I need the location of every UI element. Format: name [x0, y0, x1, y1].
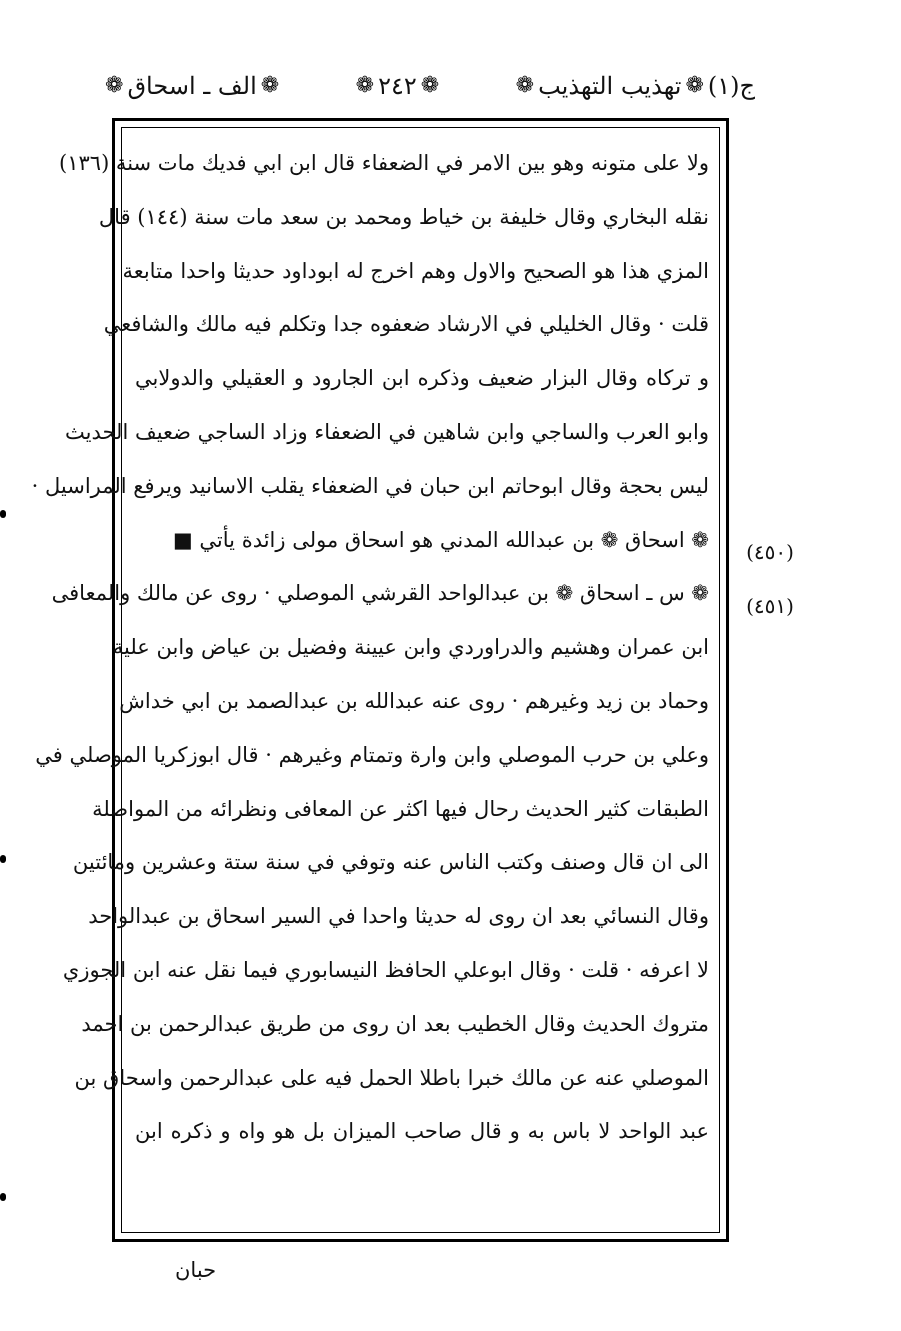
- text-line: وقال النسائي بعد ان روى له حديثا واحدا في السير اسحاق بن عبدالواحد: [88, 904, 709, 929]
- page-header: [105, 58, 755, 114]
- header-volume-group: [516, 72, 755, 100]
- text-line: نقله البخاري وقال خليفة بن خياط ومحمد بن سعد مات سنة (١٤٤) قال: [98, 204, 709, 229]
- section-title: الف ـ اسحاق: [127, 72, 257, 100]
- entry-heading-line: ❁ س ـ اسحاق ❁ بن عبدالواحد القرشي الموصلي · روى عن مالك والمعافى: [51, 581, 709, 606]
- text-line: ليس بحجة وقال ابوحاتم ابن حبان في الضعفاء يقلب الاسانيد ويرفع المراسيل ·: [31, 473, 709, 498]
- volume-label: ج(١): [707, 72, 755, 100]
- ornament-icon: ❁: [260, 73, 280, 98]
- text-line: قلت · وقال الخليلي في الارشاد ضعفوه جدا وتكلم فيه مالك والشافعي: [103, 312, 709, 337]
- header-page-group: [356, 72, 440, 100]
- entry-number: (٤٥٠): [746, 540, 794, 564]
- text-line: المزي هذا هو الصحيح والاول وهم اخرج له ابوداود حديثا واحدا متابعة: [122, 258, 709, 283]
- text-line: وابو العرب والساجي وابن شاهين في الضعفاء وزاد الساجي ضعيف الحديث: [65, 419, 709, 444]
- scan-margin-mark: [0, 855, 6, 863]
- text-line: متروك الحديث وقال الخطيب بعد ان روى من طريق عبدالرحمن بن احمد: [81, 1011, 709, 1036]
- ornament-icon: ❁: [355, 73, 375, 98]
- entry-number: (٤٥١): [746, 594, 794, 618]
- header-section-group: [105, 72, 279, 100]
- text-line: لا اعرفه · قلت · وقال ابوعلي الحافظ النيسابوري فيما نقل عنه ابن الجوزي: [62, 957, 709, 982]
- text-line: وعلي بن حرب الموصلي وابن وارة وتمتام وغيرهم · قال ابوزكريا الموصلي في: [35, 742, 709, 767]
- text-line: الى ان قال وصنف وكتب الناس عنه وتوفي في سنة ستة وعشرين ومائتين: [72, 850, 709, 875]
- catchword: حبان: [175, 1258, 217, 1282]
- ornament-icon: ❁: [685, 73, 704, 98]
- text-line: وحماد بن زيد وغيرهم · روى عنه عبدالله بن عبدالصمد بن ابي خداش: [119, 688, 709, 713]
- ornament-icon: ❁: [515, 73, 535, 98]
- page-number: ٢٤٢: [378, 72, 417, 100]
- text-line: ولا على متونه وهو بين الامر في الضعفاء قال ابن ابي فديك مات سنة (١٣٦): [59, 151, 709, 175]
- scan-margin-mark: [0, 1193, 6, 1201]
- book-title: تهذيب التهذيب: [538, 72, 682, 100]
- text-line: عبد الواحد لا باس به و قال صاحب الميزان بل هو واه و ذكره ابن: [135, 1119, 709, 1144]
- ornament-icon: ❁: [420, 73, 440, 98]
- page-body: [31, 137, 709, 1159]
- scan-margin-mark: [0, 510, 6, 518]
- ornament-icon: ❁: [105, 73, 124, 98]
- text-line: ابن عمران وهشيم والدراوردي وابن عيينة وفضيل بن عياض وابن علية: [112, 635, 709, 660]
- text-line: الطبقات كثير الحديث رحال فيها اكثر عن المعافى ونظرائه من المواصلة: [92, 796, 709, 821]
- text-line: و تركاه وقال البزار ضعيف وذكره ابن الجارود و العقيلي والدولابي: [135, 366, 709, 391]
- entry-heading-line: ❁ اسحاق ❁ بن عبدالله المدني هو اسحاق مولى زائدة يأتي ■: [172, 527, 709, 552]
- text-line: الموصلي عنه عن مالك خبرا باطلا الحمل فيه على عبدالرحمن واسحاق بن: [74, 1065, 709, 1090]
